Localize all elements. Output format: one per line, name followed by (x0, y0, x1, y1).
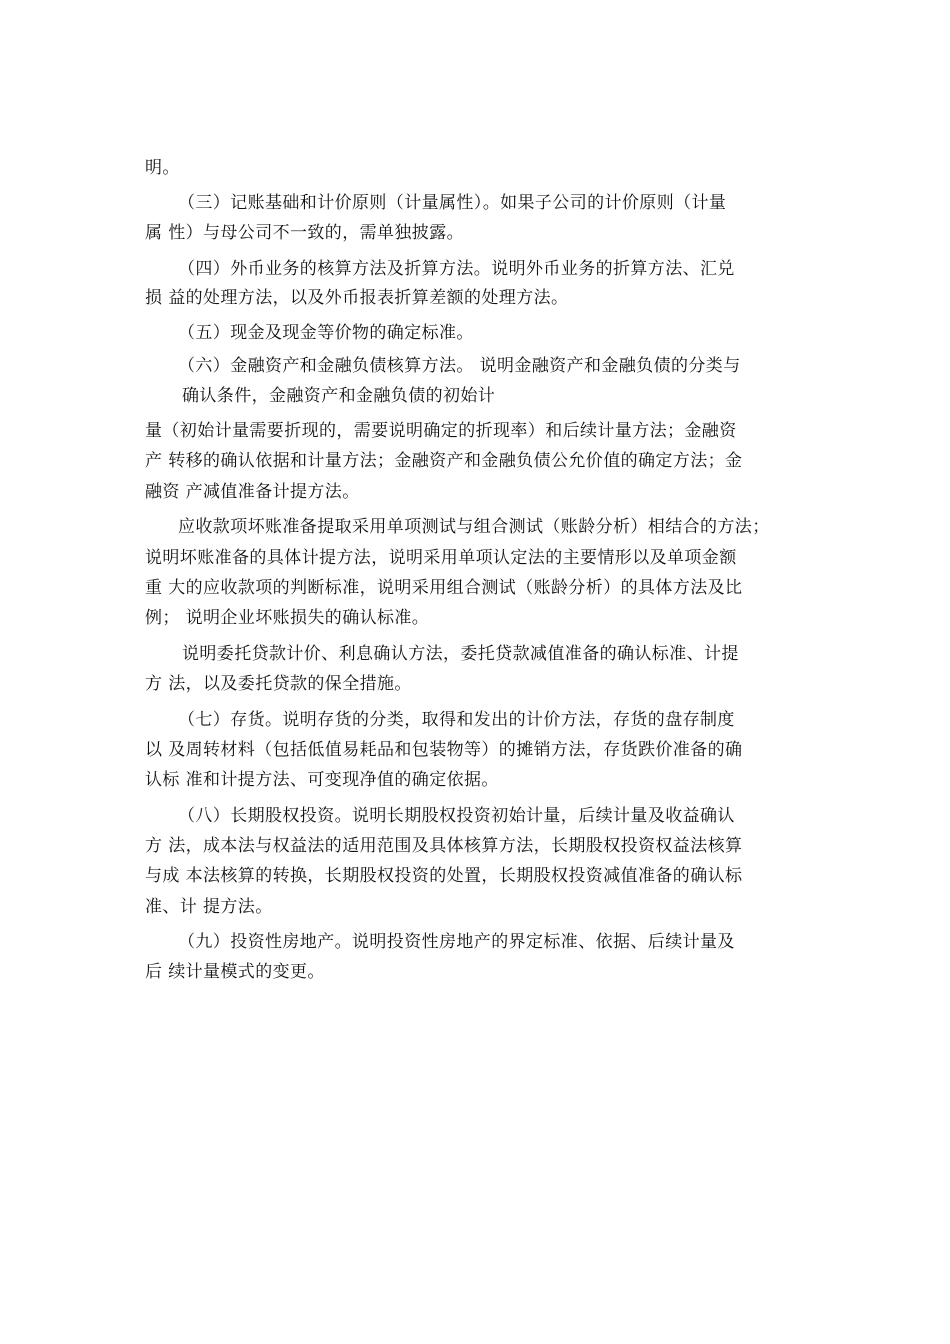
paragraph-heading-9: （九）投资性房地产。说明投资性房地产的界定标准、依据、后续计量及 (178, 932, 735, 952)
text-line: 属 性）与母公司不一致的，需单独披露。 (145, 223, 465, 243)
paragraph-heading-7: （七）存货。说明存货的分类，取得和发出的计价方法，存货的盘存制度 (178, 710, 735, 730)
paragraph-heading-5: （五）现金及现金等价物的确定标准。 (178, 323, 474, 343)
text-line: 方 法，成本法与权益法的适用范围及具体核算方法，长期股权投资权益法核算 (145, 836, 743, 856)
text-line: 说明坏账准备的具体计提方法，说明采用单项认定法的主要情形以及单项金额 (145, 548, 737, 568)
paragraph-heading-4: （四）外币业务的核算方法及折算方法。说明外币业务的折算方法、汇兑 (178, 259, 735, 279)
text-line: 重 大的应收款项的判断标准，说明采用组合测试（账龄分析）的具体方法及比 (145, 578, 743, 598)
text-line: 例； 说明企业坏账损失的确认标准。 (145, 608, 430, 628)
text-line: 以 及周转材料（包括低值易耗品和包装物等）的摊销方法，存货跌价准备的确 (145, 740, 743, 760)
paragraph-heading-8: （八）长期股权投资。说明长期股权投资初始计量，后续计量及收益确认 (178, 806, 735, 826)
text-line: 明。 (145, 158, 180, 178)
paragraph-heading-6: （六）金融资产和金融负债核算方法。 说明金融资产和金融负债的分类与 (178, 356, 741, 376)
text-line: 融资 产减值准备计提方法。 (145, 482, 360, 502)
text-line: 确认条件，金融资产和金融负债的初始计 (182, 386, 496, 406)
text-line: 与成 本法核算的转换，长期股权投资的处置，长期股权投资减值准备的确认标 (145, 866, 743, 886)
text-line: 后 续计量模式的变更。 (145, 962, 325, 982)
text-line: 说明委托贷款计价、利息确认方法，委托贷款减值准备的确认标准、计提 (182, 644, 739, 664)
text-line: 量（初始计量需要折现的，需要说明确定的折现率）和后续计量方法；金融资 (145, 421, 737, 441)
text-line: 准、计 提方法。 (145, 897, 273, 917)
paragraph-heading-3: （三）记账基础和计价原则（计量属性）。如果子公司的计价原则（计量 (178, 193, 727, 213)
text-line: 方 法，以及委托贷款的保全措施。 (145, 674, 412, 694)
text-line: 应收款项坏账准备提取采用单项测试与组合测试（账龄分析）相结合的方法； (178, 517, 770, 537)
text-line: 认标 准和计提方法、可变现净值的确定依据。 (145, 770, 499, 790)
text-line: 产 转移的确认依据和计量方法；金融资产和金融负债公允价值的确定方法；金 (145, 451, 743, 471)
text-line: 损 益的处理方法，以及外币报表折算差额的处理方法。 (145, 288, 569, 308)
